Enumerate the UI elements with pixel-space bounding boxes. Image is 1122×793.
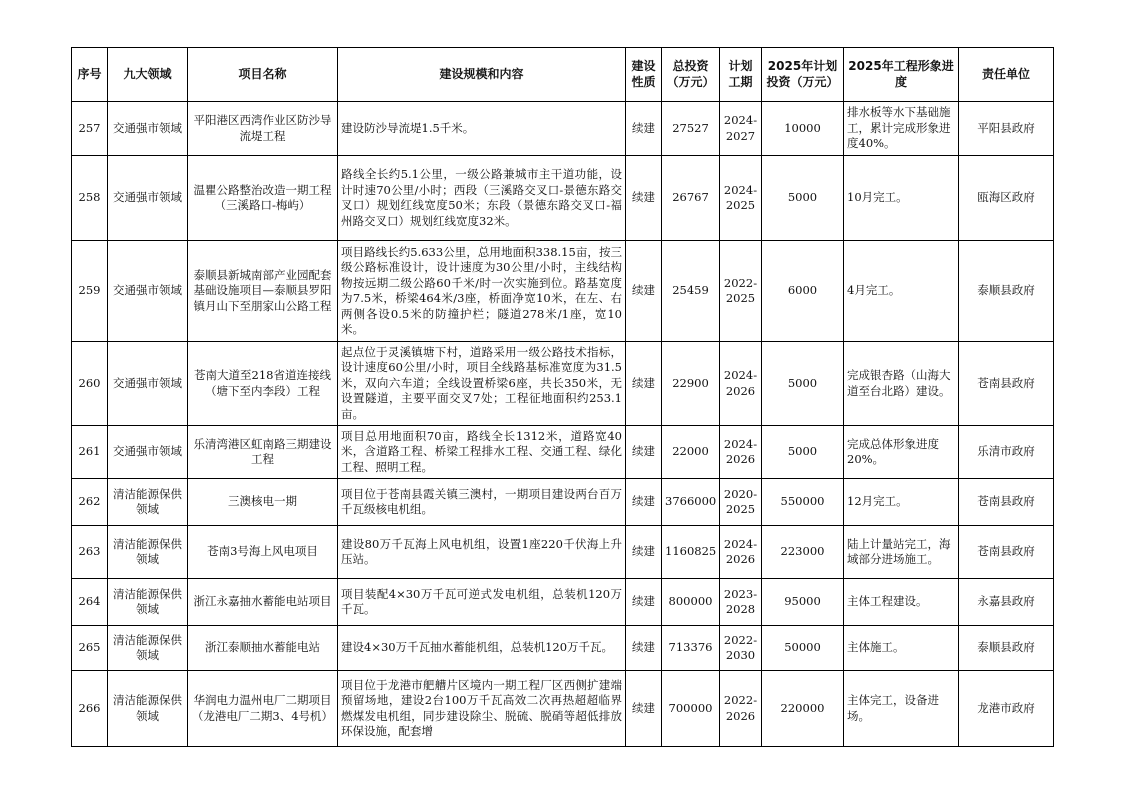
cell-period: 2020-2025	[720, 479, 762, 526]
table-row	[72, 241, 1054, 342]
cell-unit: 苍南县政府	[959, 526, 1054, 579]
cell-seq: 264	[72, 579, 108, 626]
cell-invest: 22900	[662, 342, 720, 426]
cell-invest: 800000	[662, 579, 720, 626]
cell-plan: 95000	[762, 579, 844, 626]
cell-scale: 路线全长约5.1公里，一级公路兼城市主干道功能，设计时速70公里/小时；西段（三溪路交叉口-景德东路交叉口）规划红线宽度50米；东段（景德东路交叉口-福州路交叉口）规划红线宽度32米。	[338, 156, 626, 241]
header-scale: 建设规模和内容	[338, 48, 626, 102]
cell-period: 2022-2025	[720, 241, 762, 342]
cell-domain: 清洁能源保供领域	[108, 579, 188, 626]
cell-name: 温瞿公路整治改造一期工程（三溪路口-梅屿）	[188, 156, 338, 241]
cell-domain: 交通强市领域	[108, 102, 188, 156]
cell-nature: 续建	[626, 671, 662, 747]
cell-domain: 交通强市领域	[108, 241, 188, 342]
cell-seq: 261	[72, 426, 108, 479]
cell-progress: 10月完工。	[844, 156, 959, 241]
cell-domain: 清洁能源保供领域	[108, 626, 188, 671]
cell-unit: 平阳县政府	[959, 102, 1054, 156]
cell-plan: 10000	[762, 102, 844, 156]
cell-name: 平阳港区西湾作业区防沙导流堤工程	[188, 102, 338, 156]
cell-progress: 陆上计量站完工，海域部分进场施工。	[844, 526, 959, 579]
table-row	[72, 426, 1054, 479]
cell-progress: 主体施工。	[844, 626, 959, 671]
cell-name: 苍南大道至218省道连接线（塘下至内李段）工程	[188, 342, 338, 426]
table-row	[72, 102, 1054, 156]
table-row	[72, 526, 1054, 579]
cell-name: 苍南3号海上风电项目	[188, 526, 338, 579]
cell-scale: 建设防沙导流堤1.5千米。	[338, 102, 626, 156]
cell-nature: 续建	[626, 426, 662, 479]
table-row	[72, 671, 1054, 747]
table-row	[72, 579, 1054, 626]
table-header-row	[72, 48, 1054, 102]
cell-nature: 续建	[626, 579, 662, 626]
cell-scale: 起点位于灵溪镇塘下村，道路采用一级公路技术指标，设计速度60公里/小时，项目全线路基标准宽度为31.5米，双向六车道；全线设置桥梁6座，共长350米，无设置隧道，主要平面交叉7处；工程征地面积约253.1亩。	[338, 342, 626, 426]
cell-progress: 主体工程建设。	[844, 579, 959, 626]
cell-plan: 223000	[762, 526, 844, 579]
header-unit: 责任单位	[959, 48, 1054, 102]
cell-scale: 项目位于龙港市舥艚片区境内一期工程厂区西侧扩建端预留场地，建设2台100万千瓦高效二次再热超超临界燃煤发电机组，同步建设除尘、脱硫、脱硝等超低排放环保设施，配套增	[338, 671, 626, 747]
header-domain: 九大领域	[108, 48, 188, 102]
cell-invest: 1160825	[662, 526, 720, 579]
cell-domain: 交通强市领域	[108, 342, 188, 426]
cell-progress: 完成总体形象进度20%。	[844, 426, 959, 479]
cell-invest: 26767	[662, 156, 720, 241]
cell-period: 2024-2026	[720, 526, 762, 579]
cell-seq: 263	[72, 526, 108, 579]
cell-invest: 22000	[662, 426, 720, 479]
cell-name: 浙江泰顺抽水蓄能电站	[188, 626, 338, 671]
cell-invest: 3766000	[662, 479, 720, 526]
cell-nature: 续建	[626, 102, 662, 156]
cell-invest: 27527	[662, 102, 720, 156]
cell-seq: 262	[72, 479, 108, 526]
cell-progress: 主体完工，设备进场。	[844, 671, 959, 747]
header-plan2025: 2025年计划投资（万元）	[762, 48, 844, 102]
header-invest: 总投资（万元）	[662, 48, 720, 102]
cell-period: 2024-2025	[720, 156, 762, 241]
cell-plan: 5000	[762, 156, 844, 241]
cell-name: 泰顺县新城南部产业园配套基础设施项目—泰顺县罗阳镇月山下至朋家山公路工程	[188, 241, 338, 342]
cell-scale: 项目位于苍南县霞关镇三澳村，一期项目建设两台百万千瓦级核电机组。	[338, 479, 626, 526]
cell-nature: 续建	[626, 626, 662, 671]
cell-nature: 续建	[626, 241, 662, 342]
cell-unit: 泰顺县政府	[959, 241, 1054, 342]
cell-scale: 项目路线长约5.633公里，总用地面积338.15亩，按三级公路标准设计，设计速度为30公里/小时，主线结构物按远期二级公路60千米/时一次实施到位。路基宽度为7.5米，桥梁464米/3座，桥面净宽10米，在左、右两侧各设0.5米的防撞护栏；隧道278米/1座，宽10米。	[338, 241, 626, 342]
cell-progress: 排水板等水下基础施工，累计完成形象进度40%。	[844, 102, 959, 156]
table-row	[72, 342, 1054, 426]
cell-scale: 项目装配4×30万千瓦可逆式发电机组，总装机120万千瓦。	[338, 579, 626, 626]
cell-unit: 龙港市政府	[959, 671, 1054, 747]
cell-seq: 257	[72, 102, 108, 156]
cell-invest: 713376	[662, 626, 720, 671]
cell-name: 浙江永嘉抽水蓄能电站项目	[188, 579, 338, 626]
cell-period: 2022-2026	[720, 671, 762, 747]
cell-progress: 12月完工。	[844, 479, 959, 526]
cell-unit: 瓯海区政府	[959, 156, 1054, 241]
cell-domain: 清洁能源保供领域	[108, 671, 188, 747]
project-table	[71, 47, 1054, 747]
header-seq: 序号	[72, 48, 108, 102]
cell-seq: 266	[72, 671, 108, 747]
cell-period: 2023-2028	[720, 579, 762, 626]
cell-nature: 续建	[626, 156, 662, 241]
cell-domain: 交通强市领域	[108, 426, 188, 479]
header-nature: 建设性质	[626, 48, 662, 102]
cell-seq: 260	[72, 342, 108, 426]
cell-nature: 续建	[626, 479, 662, 526]
cell-period: 2024-2027	[720, 102, 762, 156]
cell-seq: 258	[72, 156, 108, 241]
cell-unit: 乐清市政府	[959, 426, 1054, 479]
cell-unit: 泰顺县政府	[959, 626, 1054, 671]
cell-seq: 265	[72, 626, 108, 671]
cell-plan: 5000	[762, 342, 844, 426]
cell-nature: 续建	[626, 526, 662, 579]
cell-plan: 550000	[762, 479, 844, 526]
table-row	[72, 479, 1054, 526]
cell-plan: 50000	[762, 626, 844, 671]
cell-nature: 续建	[626, 342, 662, 426]
header-period: 计划工期	[720, 48, 762, 102]
header-progress2025: 2025年工程形象进度	[844, 48, 959, 102]
cell-scale: 建设80万千瓦海上风电机组，设置1座220千伏海上升压站。	[338, 526, 626, 579]
cell-name: 乐清湾港区虹南路三期建设工程	[188, 426, 338, 479]
cell-name: 三澳核电一期	[188, 479, 338, 526]
cell-progress: 完成银杏路（山海大道至台北路）建设。	[844, 342, 959, 426]
cell-plan: 6000	[762, 241, 844, 342]
cell-period: 2024-2026	[720, 426, 762, 479]
cell-domain: 清洁能源保供领域	[108, 479, 188, 526]
cell-name: 华润电力温州电厂二期项目（龙港电厂二期3、4号机）	[188, 671, 338, 747]
cell-domain: 交通强市领域	[108, 156, 188, 241]
cell-plan: 220000	[762, 671, 844, 747]
cell-scale: 建设4×30万千瓦抽水蓄能机组，总装机120万千瓦。	[338, 626, 626, 671]
cell-unit: 永嘉县政府	[959, 579, 1054, 626]
cell-invest: 700000	[662, 671, 720, 747]
cell-invest: 25459	[662, 241, 720, 342]
header-name: 项目名称	[188, 48, 338, 102]
cell-unit: 苍南县政府	[959, 342, 1054, 426]
cell-seq: 259	[72, 241, 108, 342]
cell-scale: 项目总用地面积70亩，路线全长1312米，道路宽40米，含道路工程、桥梁工程排水工程、交通工程、绿化工程、照明工程。	[338, 426, 626, 479]
cell-plan: 5000	[762, 426, 844, 479]
cell-progress: 4月完工。	[844, 241, 959, 342]
cell-period: 2024-2026	[720, 342, 762, 426]
table-row	[72, 626, 1054, 671]
cell-period: 2022-2030	[720, 626, 762, 671]
cell-domain: 清洁能源保供领域	[108, 526, 188, 579]
table-row	[72, 156, 1054, 241]
cell-unit: 苍南县政府	[959, 479, 1054, 526]
